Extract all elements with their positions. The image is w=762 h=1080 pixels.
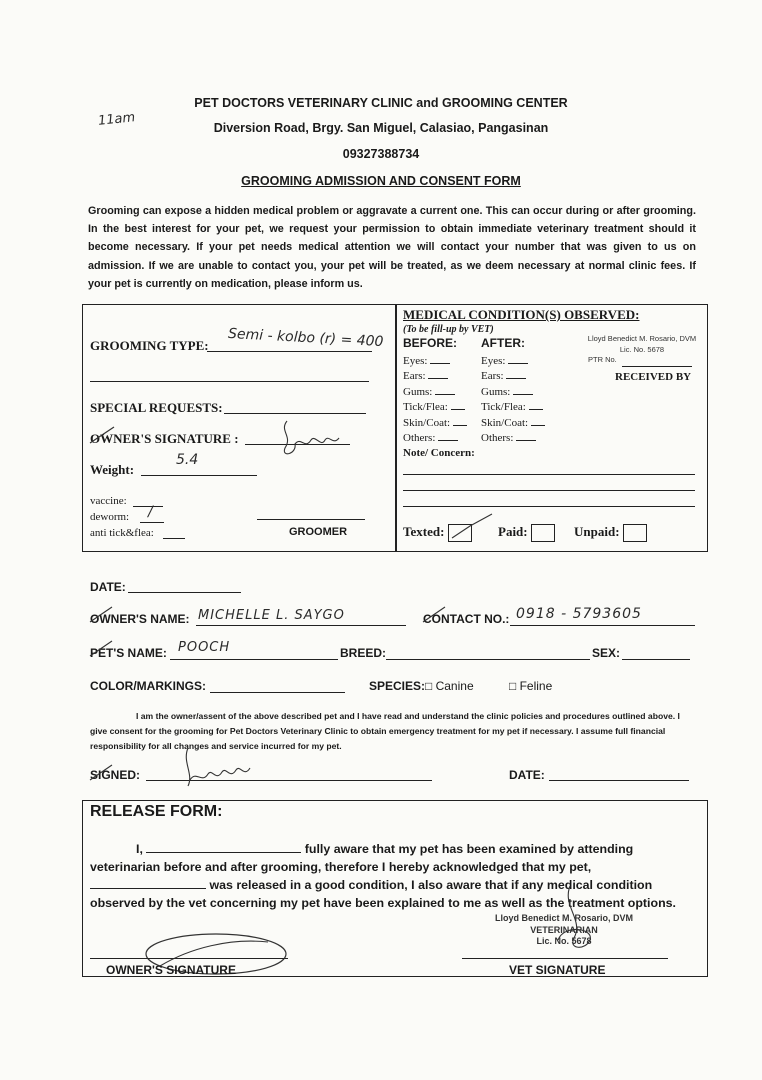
unpaid-checkbox[interactable]: [623, 524, 647, 542]
box-divider: [395, 304, 397, 552]
sex-line[interactable]: [622, 659, 690, 660]
checks-before-column: [403, 354, 467, 446]
handwritten-time-note: 11am: [97, 110, 136, 129]
feline-label: Feline: [519, 679, 553, 693]
release-vet-stamp-name: Lloyd Benedict M. Rosario, DVM: [494, 913, 633, 923]
release-owner-name-line[interactable]: [146, 852, 301, 853]
pet-name-label: PET'S NAME:: [90, 646, 167, 660]
groomer-line[interactable]: [257, 519, 365, 520]
weight-value[interactable]: 5.4: [176, 452, 199, 468]
species-canine-option[interactable]: [425, 679, 474, 693]
owner-signature-scribble: [275, 416, 345, 466]
check-before-gums[interactable]: Gums:: [403, 385, 467, 400]
antitick-line[interactable]: [163, 538, 185, 539]
checks-after-column: [481, 354, 545, 446]
note-line-3[interactable]: [403, 506, 695, 507]
after-label: AFTER:: [481, 336, 525, 350]
received-by-label: RECEIVED BY: [615, 371, 692, 383]
antitick-label: anti tick&flea:: [90, 527, 154, 539]
weight-label: Weight:: [90, 462, 135, 477]
owner-release-signature-label: OWNER'S SIGNATURE: [106, 963, 236, 977]
color-markings-line[interactable]: [210, 692, 345, 693]
release-form-title: RELEASE FORM:: [90, 803, 223, 820]
contact-label: CONTACT NO.:: [423, 612, 510, 626]
signed-label: SIGNED:: [90, 768, 141, 782]
before-label: BEFORE:: [403, 336, 457, 350]
deworm-line[interactable]: [140, 522, 164, 523]
deworm-value: /: [148, 504, 153, 520]
contact-value[interactable]: 0918 - 5793605: [516, 606, 642, 622]
species-feline-option[interactable]: [509, 679, 552, 693]
sex-label: SEX:: [592, 646, 621, 660]
owner-name-label: OWNER'S NAME:: [90, 612, 190, 626]
owner-name-value[interactable]: MICHELLE L. SAYGO: [198, 608, 345, 623]
vet-stamp-top: [582, 334, 702, 366]
check-after-tickflea[interactable]: Tick/Flea:: [481, 400, 545, 415]
grooming-type-value[interactable]: Semi - kolbo (r) = 400: [227, 325, 384, 351]
breed-line[interactable]: [386, 659, 590, 660]
release-line-4: observed by the vet concerning my pet have been explained to me as well as the treatment options.: [90, 896, 676, 910]
canine-checkbox-icon[interactable]: □: [425, 679, 433, 693]
date-line[interactable]: [128, 592, 241, 593]
check-before-tickflea[interactable]: Tick/Flea:: [403, 400, 467, 415]
vet-stamp-license: Lic. No. 5678: [619, 344, 665, 354]
release-line-2: veterinarian before and after grooming, therefore I hereby acknowledged that my pet,: [90, 860, 592, 874]
release-top-border: [82, 800, 708, 801]
breed-label: BREED:: [340, 646, 387, 660]
medical-condition-subtitle: (To be fill-up by VET): [403, 324, 494, 335]
release-vet-stamp-title: VETERINARIAN: [530, 924, 598, 935]
weight-line: [141, 475, 257, 476]
check-before-ears[interactable]: Ears:: [403, 369, 467, 384]
canine-label: Canine: [435, 679, 474, 693]
grooming-type-line: [207, 351, 372, 352]
vet-signature-line[interactable]: [462, 958, 668, 959]
vet-signature-label: VET SIGNATURE: [509, 963, 606, 977]
vet-stamp-name: Lloyd Benedict M. Rosario, DVM: [587, 334, 697, 343]
pet-name-value[interactable]: POOCH: [178, 640, 231, 655]
owner-release-signature-line[interactable]: [90, 958, 288, 959]
paid-field[interactable]: [498, 524, 555, 542]
pet-name-strike: [88, 638, 116, 660]
note-line-2[interactable]: [403, 490, 695, 491]
consent-paragraph: I am the owner/assent of the above described pet and I have read and understand the clinic policies and procedures outlined above. I give consent for the grooming for Pet Doctors Veterinary Clinic to obtain emergency treatment for my pet if necessary. I assume full financial responsibility for all changes and service incurred for my pet.: [90, 711, 680, 751]
form-title: GROOMING ADMISSION AND CONSENT FORM: [241, 174, 521, 188]
medical-condition-title: MEDICAL CONDITION(S) OBSERVED:: [403, 307, 640, 322]
signed-strike: [88, 762, 116, 784]
vet-signature-scribble: [540, 880, 610, 960]
date-label: DATE:: [90, 580, 126, 594]
contact-strike: [421, 604, 449, 626]
consent-date-label: DATE:: [509, 768, 545, 782]
owner-signature-label: OWNER'S SIGNATURE :: [90, 431, 239, 446]
release-pet-name-line[interactable]: [90, 888, 206, 889]
paid-label: Paid:: [498, 524, 528, 539]
texted-check-mark: [448, 510, 498, 542]
check-before-skincoat[interactable]: Skin/Coat:: [403, 416, 467, 431]
special-requests-line[interactable]: [224, 413, 366, 414]
owner-name-line: [196, 625, 406, 626]
owner-strike-mark: [88, 425, 118, 447]
clinic-phone: 09327388734: [342, 147, 420, 161]
grooming-type-line-2: [90, 381, 369, 382]
note-line-1[interactable]: [403, 474, 695, 475]
release-line1-post: fully aware that my pet has been examined by attending: [304, 842, 634, 856]
feline-checkbox-icon[interactable]: □: [509, 679, 517, 693]
check-after-ears[interactable]: Ears:: [481, 369, 545, 384]
check-before-others[interactable]: Others:: [403, 431, 467, 446]
note-concern-label: Note/ Concern:: [403, 447, 475, 459]
special-requests-label: SPECIAL REQUESTS:: [90, 400, 223, 415]
unpaid-field[interactable]: [574, 524, 647, 542]
texted-label: Texted:: [403, 524, 445, 539]
release-vet-stamp-license: Lic. No. 5678: [536, 936, 592, 946]
consent-date-line[interactable]: [549, 780, 689, 781]
species-label: SPECIES:: [369, 679, 426, 693]
grooming-type-label: GROOMING TYPE:: [90, 338, 209, 353]
unpaid-label: Unpaid:: [574, 524, 620, 539]
vet-stamp-ptr: PTR No.: [588, 355, 617, 364]
contact-line: [510, 625, 695, 626]
check-before-eyes[interactable]: Eyes:: [403, 354, 467, 369]
release-line3-post: was released in a good condition, I also aware that if any medical condition: [209, 878, 653, 892]
release-line-1: [90, 840, 686, 859]
intro-paragraph: Grooming can expose a hidden medical problem or aggravate a current one. This can occur during or after grooming. In the best interest for your pet, we request your permission to obtain immediate veterinary treatment should it become necessary. If your pet needs medical attention we will contact your number that was given to us on admission. If we are unable to contact you, your pet will be treated, as we deem necessary at normal clinic fees. If your pet is currently on medication, please inform us.: [88, 205, 696, 290]
pet-name-line: [170, 659, 338, 660]
color-markings-label: COLOR/MARKINGS:: [90, 679, 206, 693]
check-after-eyes[interactable]: Eyes:: [481, 354, 545, 369]
check-after-gums[interactable]: Gums:: [481, 385, 545, 400]
check-after-skincoat[interactable]: Skin/Coat:: [481, 416, 545, 431]
clinic-name: PET DOCTORS VETERINARY CLINIC and GROOMING CENTER: [194, 96, 568, 110]
paid-checkbox[interactable]: [531, 524, 555, 542]
release-line1-pre: I,: [136, 842, 143, 856]
owner-name-strike: [88, 604, 116, 626]
deworm-label: deworm:: [90, 511, 130, 523]
clinic-address: Diversion Road, Brgy. San Miguel, Calasiao, Pangasinan: [213, 121, 549, 135]
ptr-line: [622, 366, 692, 367]
vaccine-label: vaccine:: [90, 495, 127, 507]
consent-signature-scribble: [180, 740, 260, 792]
check-after-others[interactable]: Others:: [481, 431, 545, 446]
groomer-label: GROOMER: [288, 526, 348, 538]
